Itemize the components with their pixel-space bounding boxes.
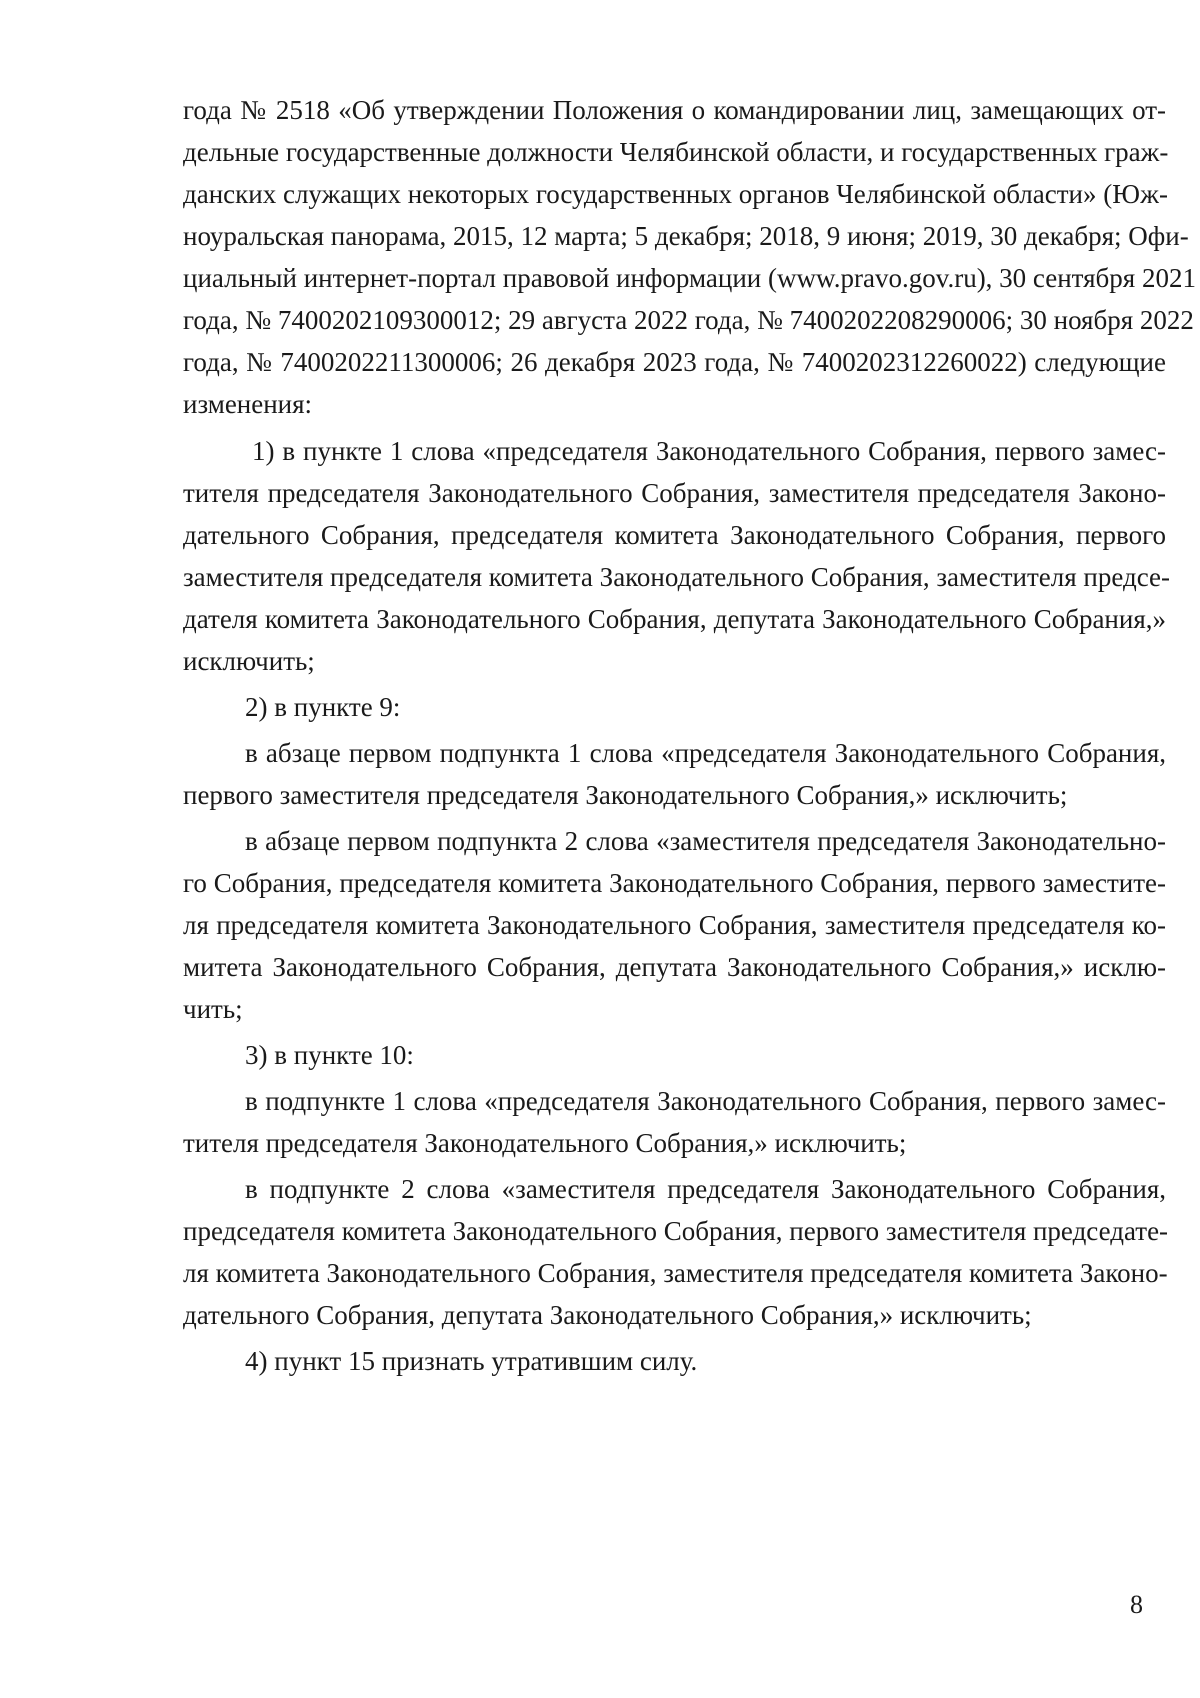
paragraph-item-3-line: 3) в пункте 10: — [245, 1040, 414, 1070]
text-line: в подпункте 2 слова «заместителя председателя Законодательного Собрания, — [245, 1174, 1166, 1204]
text-line: в абзаце первом подпункта 1 слова «председателя Законодательного Собрания, — [245, 738, 1166, 768]
paragraph-item-4-line: 4) пункт 15 признать утратившим силу. — [245, 1346, 698, 1376]
text-line: в подпункте 1 слова «председателя Законодательного Собрания, первого замес- — [245, 1086, 1166, 1116]
text-line: ля комитета Законодательного Собрания, заместителя председателя комитета Законо- — [183, 1258, 1168, 1288]
text-line: изменения: — [183, 389, 313, 419]
text-line: тителя председателя Законодательного Собрания,» исключить; — [183, 1128, 907, 1158]
text-line: года № 2518 «Об утверждении Положения о командировании лиц, замещающих от- — [183, 95, 1166, 125]
text-line: года, № 7400202109300012; 29 августа 2022 года, № 7400202208290006; 30 ноября 2022 — [183, 305, 1194, 335]
paragraph-item-2-line: 2) в пункте 9: — [245, 692, 401, 722]
text-line: тителя председателя Законодательного Собрания, заместителя председателя Законо- — [183, 478, 1166, 508]
text-line: го Собрания, председателя комитета Законодательного Собрания, первого заместите- — [183, 868, 1166, 898]
page-number: 8 — [1130, 1590, 1143, 1619]
text-line: чить; — [183, 994, 243, 1024]
paragraph-item-1-line: 1) в пункте 1 слова «председателя Законодательного Собрания, первого замес- — [252, 436, 1166, 466]
text-line: исключить; — [183, 646, 315, 676]
text-line: митета Законодательного Собрания, депутата Законодательного Собрания,» исклю- — [183, 952, 1166, 982]
text-line: года, № 7400202211300006; 26 декабря 2023 года, № 7400202312260022) следующие — [183, 347, 1166, 377]
text-line: дательного Собрания, депутата Законодательного Собрания,» исключить; — [183, 1300, 1032, 1330]
text-line: ноуральская панорама, 2015, 12 марта; 5 декабря; 2018, 9 июня; 2019, 30 декабря; Офи- — [183, 221, 1189, 251]
text-line: ля председателя комитета Законодательного Собрания, заместителя председателя ко- — [183, 910, 1166, 940]
text-line: данских служащих некоторых государственных органов Челябинской области» (Юж- — [183, 179, 1168, 209]
text-line: циальный интернет-портал правовой информации (www.pravo.gov.ru), 30 сентября 2021 — [183, 263, 1196, 293]
text-line: заместителя председателя комитета Законодательного Собрания, заместителя предсе- — [183, 562, 1170, 592]
text-line: дателя комитета Законодательного Собрания, депутата Законодательного Собрания,» — [183, 604, 1166, 634]
text-line: в абзаце первом подпункта 2 слова «заместителя председателя Законодательно- — [245, 826, 1166, 856]
text-line: дельные государственные должности Челябинской области, и государственных граж- — [183, 137, 1169, 167]
text-line: председателя комитета Законодательного Собрания, первого заместителя председате- — [183, 1216, 1169, 1246]
text-line: первого заместителя председателя Законодательного Собрания,» исключить; — [183, 780, 1068, 810]
text-line: дательного Собрания, председателя комитета Законодательного Собрания, первого — [183, 520, 1166, 550]
